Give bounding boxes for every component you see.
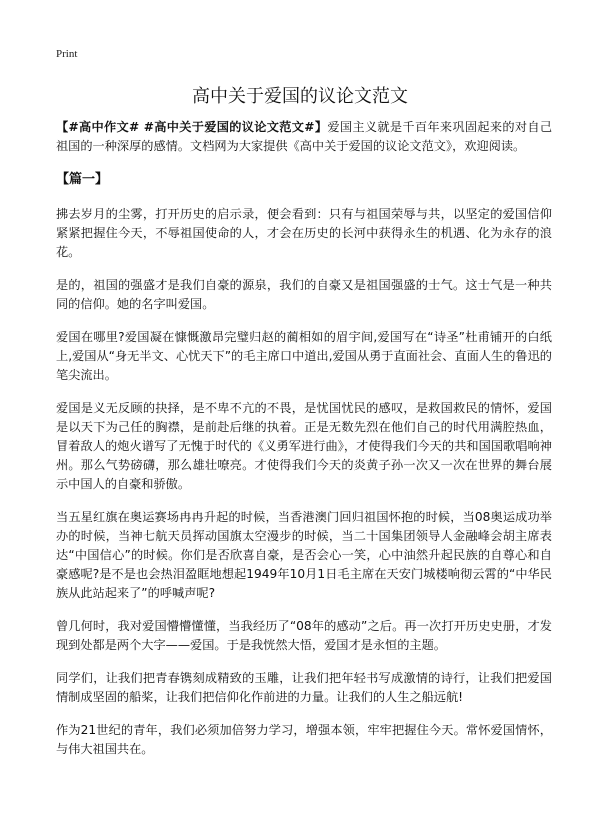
article-paragraph-8: 作为21世纪的青年，我们必须加倍努力学习，增强本领，牢牢把握住今天。常怀爱国情怀，与伟大祖国共在。	[56, 723, 552, 756]
page-title: 高中关于爱国的议论文范文	[192, 86, 408, 107]
article-paragraph-5: 当五星红旗在奥运赛场冉冉升起的时候，当香港澳门回归祖国怀抱的时候，当08奥运成功举办的时候，当神七航天员挥动国旗太空漫步的时候，当二十国集团领导人金融峰会胡主席表达“中国信心”的时候。你们是否欣喜自豪，是否会心一笑，心中油然升起民族的自尊心和自豪感呢?是不是也会热泪盈眶地想起1949年10月1日毛主席在天安门城楼响彻云霄的“中华民族从此站起来了”的呼喊声呢?	[56, 510, 552, 600]
intro-paragraph	[56, 118, 552, 156]
intro-tag: 【#高中作文# #高中关于爱国的议论文范文#】	[56, 120, 328, 134]
intro-text: 爱国主义就是千百年来巩固起来的对自己祖国的一种深厚的感情。文档网为大家提供《高中关于爱国的议论文范文》，欢迎阅读。	[56, 120, 553, 153]
section-heading: 【篇一】	[56, 172, 109, 187]
article-paragraph-4: 爱国是义无反顾的抉择，是不卑不亢的不畏，是忧国忧民的感叹，是救国救民的情怀，爱国是以天下为己任的胸襟，是前赴后继的执着。正是无数先烈在他们自己的时代用满腔热血，冒着敌人的炮火谱写了无愧于时代的《义勇军进行曲》，才使得我们今天的共和国国歌唱响神州。那么气势磅礴，那么雄壮嘹亮。才使得我们今天的炎黄子孙一次又一次在世界的舞台展示中国人的自豪和骄傲。	[56, 401, 552, 491]
article-paragraph-6: 曾几何时，我对爱国懵懵懂懂，当我经历了“08年的感动”之后。再一次打开历史史册，才发现到处都是两个大字——爱国。于是我恍然大悟，爱国才是永恒的主题。	[56, 619, 552, 652]
article-body	[56, 118, 552, 773]
print-link[interactable]: Print	[56, 48, 78, 60]
article-paragraph-7: 同学们，让我们把青春镌刻成精致的玉雕，让我们把年轻书写成激情的诗行，让我们把爱国情制成坚固的船桨，让我们把信仰化作前进的力量。让我们的人生之船远航!	[56, 671, 552, 704]
article-paragraph-1: 拂去岁月的尘雾，打开历史的启示录，便会看到：只有与祖国荣辱与共，以坚定的爱国信仰紧紧把握住今天，不辱祖国使命的人，才会在历史的长河中获得永生的机遇、化为永存的浪花。	[56, 207, 552, 259]
article-paragraph-3: 爱国在哪里?爱国凝在慷慨激昂完璧归赵的蔺相如的眉宇间,爱国写在“诗圣”杜甫铺开的白纸上,爱国从“身无半文、心忧天下”的毛主席口中道出,爱国从勇于直面社会、直面人生的鲁迅的笔尖流出。	[56, 330, 552, 382]
article-paragraph-2: 是的，祖国的强盛才是我们自豪的源泉，我们的自豪又是祖国强盛的士气。这士气是一种共同的信仰。她的名字叫爱国。	[56, 278, 552, 311]
